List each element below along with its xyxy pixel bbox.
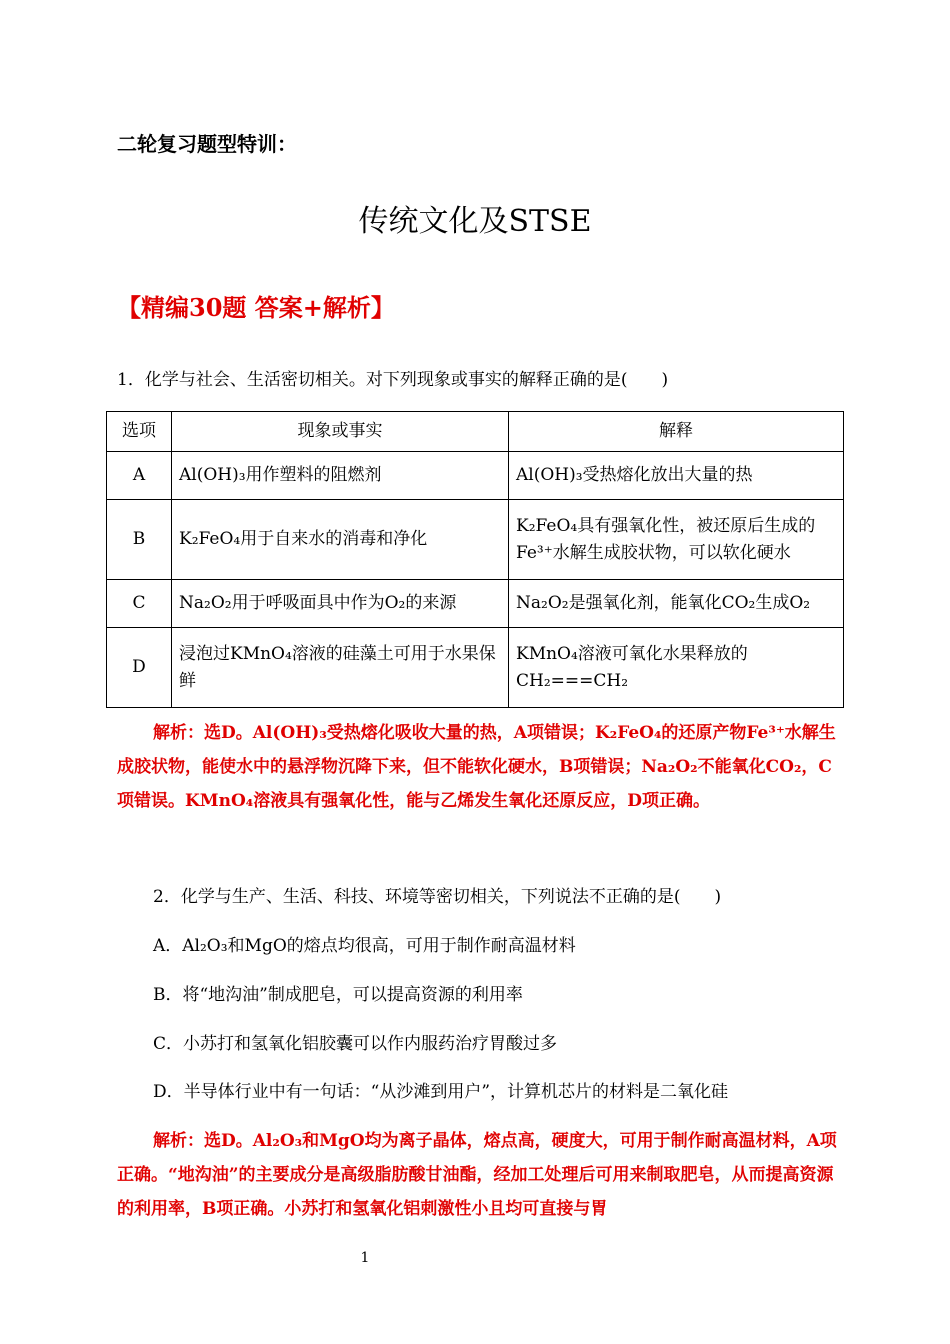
row-fact: K₂FeO₄用于自来水的消毒和净化 <box>172 500 509 580</box>
row-option: D <box>107 628 172 708</box>
row-option: A <box>107 452 172 500</box>
table-header-row <box>107 412 844 452</box>
section-heading: 二轮复习题型特训： <box>117 132 297 156</box>
subtitle-tag: 【精编30题 答案+解析】 <box>117 293 395 322</box>
row-option: C <box>107 580 172 628</box>
question-2-option-c: C．小苏打和氢氧化铝胶囊可以作内服药治疗胃酸过多 <box>153 1034 558 1054</box>
question-1-explanation: 解析：选D。Al(OH)₃受热熔化吸收大量的热，A项错误；K₂FeO₄的还原产物Fe³⁺水解生成胶状物，能使水中的悬浮物沉降下来，但不能软化硬水，B项错误；Na₂O₂不能氧化CO₂，C项错误。KMnO₄溶液具有强氧化性，能与乙烯发生氧化还原反应，D项正确。 <box>117 723 836 811</box>
header-fact: 现象或事实 <box>172 412 509 452</box>
row-fact: 浸泡过KMnO₄溶液的硅藻土可用于水果保鲜 <box>172 628 509 708</box>
question-2-stem: 2．化学与生产、生活、科技、环境等密切相关，下列说法不正确的是( ) <box>153 887 722 907</box>
row-explanation: Al(OH)₃受热熔化放出大量的热 <box>509 452 844 500</box>
header-explanation: 解释 <box>509 412 844 452</box>
table-row <box>107 628 844 708</box>
question-1-stem: 1．化学与社会、生活密切相关。对下列现象或事实的解释正确的是( ) <box>117 370 669 390</box>
table-row <box>107 500 844 580</box>
row-fact: Na₂O₂用于呼吸面具中作为O₂的来源 <box>172 580 509 628</box>
row-explanation: Na₂O₂是强氧化剂，能氧化CO₂生成O₂ <box>509 580 844 628</box>
row-explanation: KMnO₄溶液可氧化水果释放的CH₂===CH₂ <box>509 628 844 708</box>
question-2-explanation: 解析：选D。Al₂O₃和MgO均为离子晶体，熔点高，硬度大，可用于制作耐高温材料，A项正确。“地沟油”的主要成分是高级脂肪酸甘油酯，经加工处理后可用来制取肥皂，从而提高资源的利用率，B项正确。小苏打和氢氧化铝刺激性小且均可直接与胃 <box>117 1131 837 1219</box>
question-2-option-b: B．将“地沟油”制成肥皂，可以提高资源的利用率 <box>153 985 523 1005</box>
table-row <box>107 580 844 628</box>
question-2-option-d: D．半导体行业中有一句话：“从沙滩到用户”，计算机芯片的材料是二氧化硅 <box>153 1082 729 1102</box>
row-option: B <box>107 500 172 580</box>
row-fact: Al(OH)₃用作塑料的阻燃剂 <box>172 452 509 500</box>
row-explanation: K₂FeO₄具有强氧化性，被还原后生成的Fe³⁺水解生成胶状物，可以软化硬水 <box>509 500 844 580</box>
table-row <box>107 452 844 500</box>
question-1-table <box>106 411 844 708</box>
page-title: 传统文化及STSE <box>358 204 592 239</box>
page-number: 1 <box>360 1250 370 1266</box>
header-option: 选项 <box>107 412 172 452</box>
question-2-option-a: A．Al₂O₃和MgO的熔点均很高，可用于制作耐高温材料 <box>153 936 576 956</box>
